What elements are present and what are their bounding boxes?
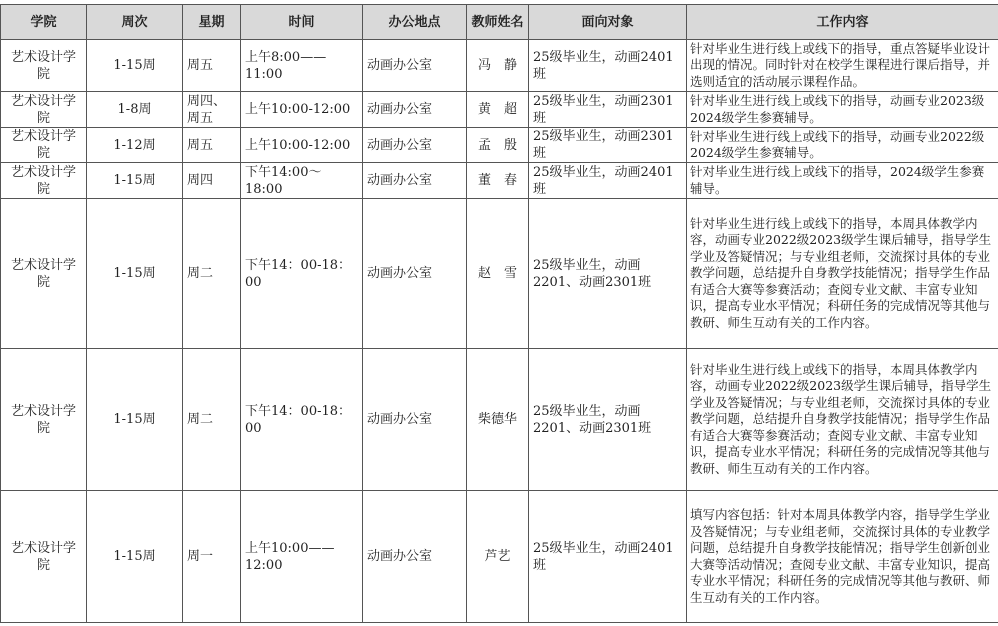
cell-place: 动画办公室 — [363, 40, 467, 92]
cell-college: 艺术设计学院 — [1, 92, 87, 128]
cell-time: 上午10:00-12:00 — [241, 128, 363, 163]
header-day: 星期 — [183, 5, 241, 40]
table-row — [1, 128, 998, 163]
cell-time: 下午14:00～18:00 — [241, 163, 363, 199]
cell-weeks: 1-15周 — [87, 40, 183, 92]
cell-teacher: 赵 雪 — [467, 199, 529, 349]
table-row — [1, 92, 998, 128]
cell-target: 25级毕业生，动画2401班 — [529, 163, 687, 199]
cell-day: 周四 — [183, 163, 241, 199]
header-time: 时间 — [241, 5, 363, 40]
cell-teacher: 董 春 — [467, 163, 529, 199]
cell-target: 25级毕业生，动画2301班 — [529, 128, 687, 163]
cell-place: 动画办公室 — [363, 128, 467, 163]
cell-teacher: 黄 超 — [467, 92, 529, 128]
cell-target: 25级毕业生，动画2401班 — [529, 491, 687, 623]
schedule-table — [0, 4, 998, 623]
cell-teacher: 芦艺 — [467, 491, 529, 623]
header-row — [1, 5, 998, 40]
cell-college: 艺术设计学院 — [1, 163, 87, 199]
cell-weeks: 1-12周 — [87, 128, 183, 163]
cell-weeks: 1-15周 — [87, 491, 183, 623]
cell-place: 动画办公室 — [363, 491, 467, 623]
header-college: 学院 — [1, 5, 87, 40]
cell-content: 针对毕业生进行线上或线下的指导，本周具体教学内容，动画专业2022级2023级学生课后辅导，指导学生学业及答疑情况；与专业组老师，交流探讨具体的专业教学问题，总结提升自身教学技能情况；指导学生作品有适合大赛等参赛活动；查阅专业文献、丰富专业知识，提高专业水平情况；科研任务的完成情况等其他与教研、师生互动有关的工作内容。 — [687, 349, 998, 491]
cell-content: 针对毕业生进行线上或线下的指导，本周具体教学内容，动画专业2022级2023级学生课后辅导，指导学生学业及答疑情况；与专业组老师，交流探讨具体的专业教学问题，总结提升自身教学技能情况；指导学生作品有适合大赛等参赛活动；查阅专业文献、丰富专业知识，提高专业水平情况；科研任务的完成情况等其他与教研、师生互动有关的工作内容。 — [687, 199, 998, 349]
cell-weeks: 1-15周 — [87, 349, 183, 491]
cell-college: 艺术设计学院 — [1, 128, 87, 163]
cell-place: 动画办公室 — [363, 163, 467, 199]
table-row — [1, 491, 998, 623]
header-target: 面向对象 — [529, 5, 687, 40]
cell-time: 上午10:00-12:00 — [241, 92, 363, 128]
cell-college: 艺术设计学院 — [1, 40, 87, 92]
cell-place: 动画办公室 — [363, 92, 467, 128]
header-weeks: 周次 — [87, 5, 183, 40]
cell-content: 针对毕业生进行线上或线下的指导，2024级学生参赛辅导。 — [687, 163, 998, 199]
cell-target: 25级毕业生，动画2201、动画2301班 — [529, 349, 687, 491]
cell-content: 针对毕业生进行线上或线下的指导，动画专业2023级2024级学生参赛辅导。 — [687, 92, 998, 128]
header-place: 办公地点 — [363, 5, 467, 40]
cell-day: 周四、 周五 — [183, 92, 241, 128]
cell-teacher: 孟 殷 — [467, 128, 529, 163]
header-content: 工作内容 — [687, 5, 998, 40]
cell-college: 艺术设计学院 — [1, 491, 87, 623]
cell-target: 25级毕业生，动画2401班 — [529, 40, 687, 92]
cell-content: 填写内容包括：针对本周具体教学内容，指导学生学业及答疑情况；与专业组老师，交流探讨具体的专业教学问题，总结提升自身教学技能情况；指导学生创新创业大赛等活动情况；查阅专业文献、丰富专业知识，提高专业水平情况；科研任务的完成情况等其他与教研、师生互动有关的工作内容。 — [687, 491, 998, 623]
cell-time: 下午14：00-18：00 — [241, 349, 363, 491]
cell-day: 周五 — [183, 40, 241, 92]
cell-day: 周二 — [183, 199, 241, 349]
header-teacher: 教师姓名 — [467, 5, 529, 40]
cell-content: 针对毕业生进行线上或线下的指导，动画专业2022级2024级学生参赛辅导。 — [687, 128, 998, 163]
cell-weeks: 1-15周 — [87, 199, 183, 349]
cell-place: 动画办公室 — [363, 199, 467, 349]
table-row — [1, 349, 998, 491]
cell-teacher: 冯 静 — [467, 40, 529, 92]
cell-day: 周二 — [183, 349, 241, 491]
cell-day: 周一 — [183, 491, 241, 623]
cell-college: 艺术设计学院 — [1, 199, 87, 349]
cell-weeks: 1-8周 — [87, 92, 183, 128]
cell-content: 针对毕业生进行线上或线下的指导，重点答疑毕业设计出现的情况。同时针对在校学生课程进行课后指导，并选则适宜的活动展示课程作品。 — [687, 40, 998, 92]
cell-time: 上午8:00——11:00 — [241, 40, 363, 92]
cell-day: 周五 — [183, 128, 241, 163]
cell-college: 艺术设计学院 — [1, 349, 87, 491]
table-row — [1, 199, 998, 349]
table-row — [1, 163, 998, 199]
cell-target: 25级毕业生，动画2201、动画2301班 — [529, 199, 687, 349]
cell-weeks: 1-15周 — [87, 163, 183, 199]
cell-target: 25级毕业生，动画2301班 — [529, 92, 687, 128]
table-row — [1, 40, 998, 92]
cell-time: 下午14：00-18：00 — [241, 199, 363, 349]
cell-teacher: 柴德华 — [467, 349, 529, 491]
cell-place: 动画办公室 — [363, 349, 467, 491]
cell-time: 上午10:00——12:00 — [241, 491, 363, 623]
